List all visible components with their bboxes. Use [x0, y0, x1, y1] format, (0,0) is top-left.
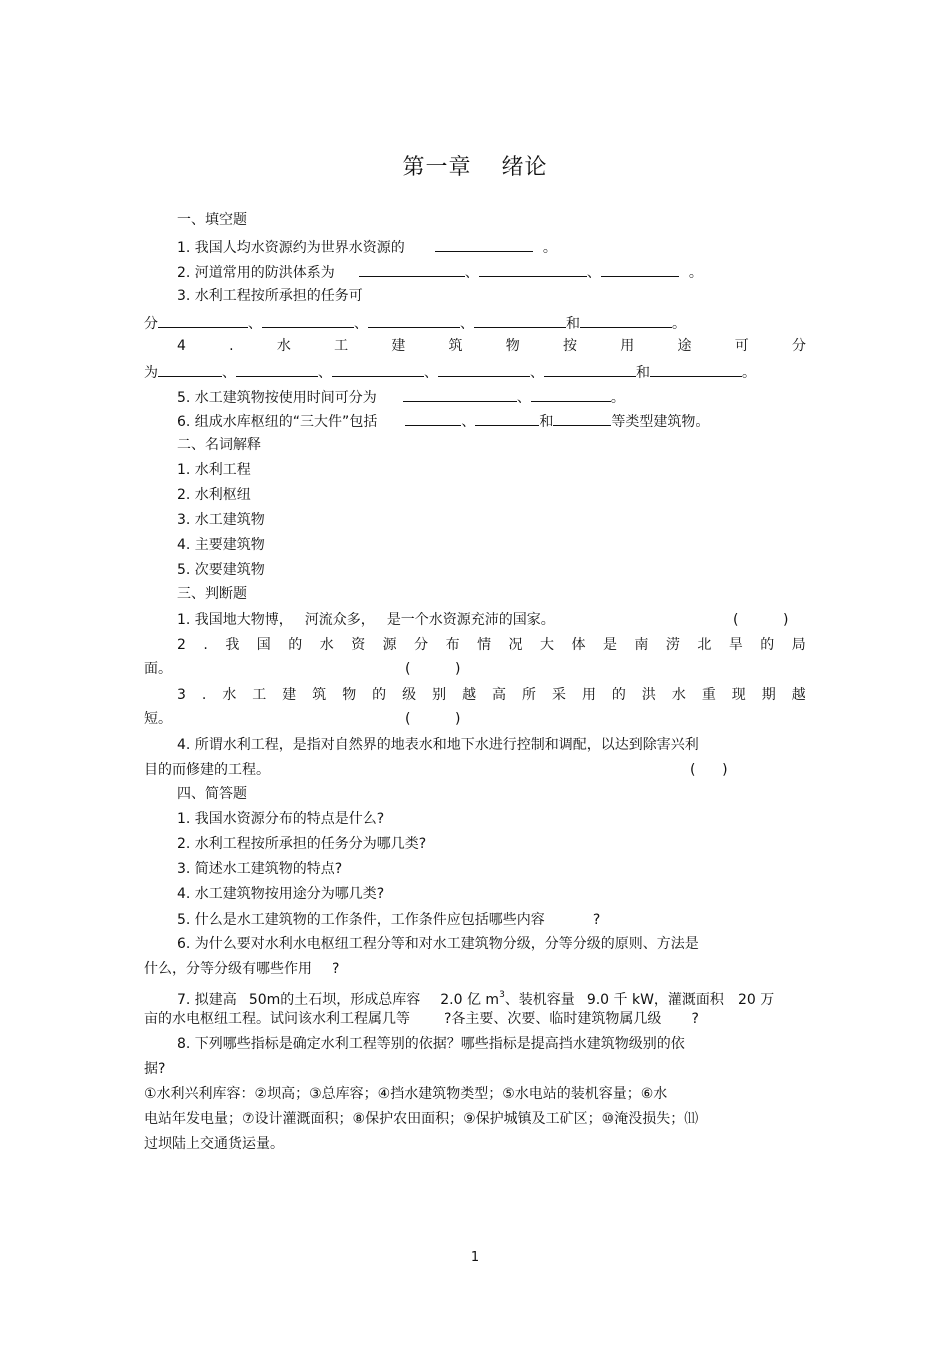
blank: [479, 261, 587, 277]
fill-q6: 6. 组成水库枢纽的“三大件”包括 、 和 等类型建筑物。: [177, 410, 839, 432]
judge-q4-line1: 4. 所谓水利工程，是指对自然界的地表水和地下水进行控制和调配，以达到除害兴利: [177, 737, 699, 753]
short-q7-line2: 亩的水电枢纽工程。试问该水利工程属几等 ?各主要、次要、临时建筑物属几级 ?: [144, 1011, 699, 1027]
fill-q4-line1: 4 . 水 工 建 筑 物 按 用 途 可 分: [177, 338, 806, 354]
judge-q2-line1: 2 . 我 国 的 水 资 源 分 布 情 况 大 体 是 南 涝 北 旱 的 局: [177, 637, 806, 653]
short-heading: 四、简答题: [177, 786, 247, 802]
judge-q4-line2: 目的而修建的工程。: [144, 762, 270, 778]
fill-q2: 2. 河道常用的防洪体系为 、 、 。: [177, 261, 839, 283]
short-q2: 2. 水利工程按所承担的任务分为哪几类?: [177, 836, 427, 852]
short-q3: 3. 简述水工建筑物的特点?: [177, 861, 343, 877]
short-q8-options-3: 过坝陆上交通货运量。: [144, 1136, 284, 1152]
term-item: 3. 水工建筑物: [177, 512, 265, 528]
blank: [580, 312, 672, 328]
chapter-name: 绪论: [501, 155, 548, 180]
blank: [531, 386, 611, 402]
blank: [158, 312, 248, 328]
blank: [236, 361, 318, 377]
judge-q2-line2: 面。: [144, 661, 172, 677]
judge-q2-paren: ( ): [405, 661, 461, 677]
term-item: 5. 次要建筑物: [177, 562, 265, 578]
short-q6-line2: 什么，分等分级有哪些作用 ?: [144, 961, 340, 977]
blank: [435, 236, 533, 252]
short-q8-line2: 据?: [144, 1061, 166, 1077]
short-q8-options-1: ①水利兴利库容：②坝高；③总库容；④挡水建筑物类型；⑤水电站的装机容量；⑥水: [144, 1086, 668, 1102]
blank: [158, 361, 222, 377]
fill-q5: 5. 水工建筑物按使用时间可分为 、 。: [177, 386, 839, 408]
short-q6-line1: 6. 为什么要对水利水电枢纽工程分等和对水工建筑物分级，分等分级的原则、方法是: [177, 936, 699, 952]
judge-q3-line2: 短。: [144, 711, 172, 727]
blank: [553, 410, 611, 426]
short-q7-line1: 7. 拟建高 50m的土石坝，形成总库容 2.0 亿 $m^3$、装机容量 9.0 千 kW，灌溉面积 20 万: [177, 990, 775, 1008]
blank: [262, 312, 354, 328]
blank: [475, 410, 539, 426]
judge-q1-paren: ( ): [733, 612, 789, 628]
judge-heading: 三、判断题: [177, 586, 247, 602]
term-item: 4. 主要建筑物: [177, 537, 265, 553]
blank: [359, 261, 465, 277]
blank: [650, 361, 742, 377]
blank: [368, 312, 460, 328]
fill-q1: 1. 我国人均水资源约为世界水资源的 。: [177, 236, 839, 258]
fill-q3-line2: 分 、 、 、 和 。: [144, 312, 806, 334]
page-number: 1: [470, 1250, 480, 1265]
short-q8-options-2: 电站年发电量；⑦设计灌溉面积；⑧保护农田面积；⑨保护城镇及工矿区；⑩淹没损失；⑾: [144, 1111, 699, 1127]
terms-heading: 二、名词解释: [177, 437, 261, 453]
blank: [601, 261, 679, 277]
term-item: 1. 水利工程: [177, 462, 251, 478]
blank: [403, 386, 517, 402]
short-q8-line1: 8. 下列哪些指标是确定水利工程等别的依据？哪些指标是提高挡水建筑物级别的依: [177, 1036, 685, 1052]
blank: [405, 410, 461, 426]
fill-heading: 一、填空题: [177, 212, 247, 228]
blank: [544, 361, 636, 377]
short-q5: 5. 什么是水工建筑物的工作条件，工作条件应包括哪些内容 ?: [177, 912, 601, 928]
chapter-title: [0, 150, 950, 181]
judge-q1: 1. 我国地大物博， 河流众多， 是一个水资源充沛的国家。: [177, 612, 555, 628]
short-q1: 1. 我国水资源分布的特点是什么?: [177, 811, 385, 827]
judge-q3-line1: 3 . 水 工 建 筑 物 的 级 别 越 高 所 采 用 的 洪 水 重 现 期 越: [177, 687, 806, 703]
fill-q4-line2: 为 、 、 、 、 和 。: [144, 361, 806, 383]
blank: [438, 361, 530, 377]
judge-q4-paren: ( ): [690, 762, 728, 778]
blank: [474, 312, 566, 328]
term-item: 2. 水利枢纽: [177, 487, 251, 503]
chapter-number: 第一章: [402, 155, 472, 180]
short-q4: 4. 水工建筑物按用途分为哪几类?: [177, 886, 385, 902]
judge-q3-paren: ( ): [405, 711, 461, 727]
blank: [332, 361, 424, 377]
fill-q3-line1: 3. 水利工程按所承担的任务可: [177, 288, 363, 304]
